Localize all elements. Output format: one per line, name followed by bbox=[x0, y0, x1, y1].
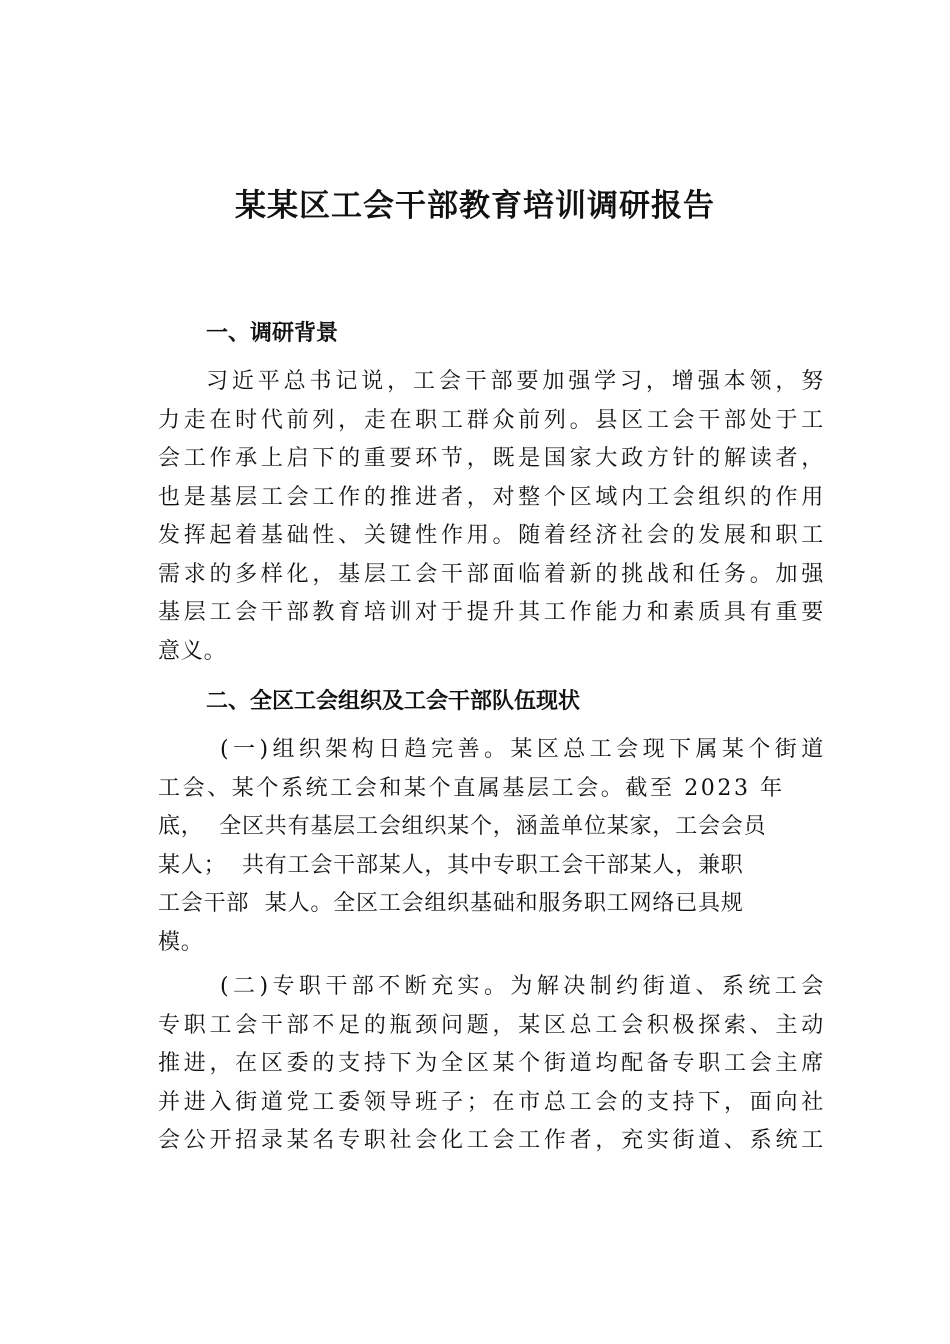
organization-structure-paragraph bbox=[158, 731, 824, 962]
paragraph-line: 习近平总书记说，工会干部要加强学习，增强本领，努 bbox=[206, 369, 824, 394]
paragraph-line: (一)组织架构日趋完善。某区总工会现下属某个街道 bbox=[220, 737, 824, 762]
paragraph-line: 模。 bbox=[158, 929, 204, 955]
document-title: 某某区工会干部教育培训调研报告 bbox=[235, 188, 715, 224]
paragraph-line: 底， 全区共有基层工会组织某个，涵盖单位某家，工会会员 bbox=[158, 814, 767, 839]
paragraph-line: 专职工会干部不足的瓶颈问题，某区总工会积极探索、主动 bbox=[158, 1012, 824, 1038]
paragraph-line: 发挥起着基础性、关键性作用。随着经济社会的发展和职工 bbox=[158, 523, 824, 548]
section-heading-background: 一、调研背景 bbox=[206, 321, 339, 346]
section-background-paragraph bbox=[158, 363, 824, 671]
paragraph-line: 推进，在区委的支持下为全区某个街道均配备专职工会主席 bbox=[158, 1051, 824, 1076]
paragraph-line: 会公开招录某名专职社会化工会工作者，充实街道、系统工 bbox=[158, 1128, 824, 1153]
paragraph-line: 也是基层工会工作的推进者，对整个区域内工会组织的作用 bbox=[158, 484, 824, 510]
fulltime-staff-paragraph bbox=[158, 968, 824, 1161]
paragraph-line: 基层工会干部教育培训对于提升其工作能力和素质具有重要 bbox=[158, 600, 824, 625]
paragraph-line: 需求的多样化，基层工会干部面临着新的挑战和任务。加强 bbox=[158, 561, 824, 587]
paragraph-line: 工会干部 某人。全区工会组织基础和服务职工网络已具规 bbox=[158, 891, 744, 916]
paragraph-line: 某人； 共有工会干部某人，其中专职工会干部某人，兼职 bbox=[158, 852, 744, 878]
paragraph-line: (二)专职干部不断充实。为解决制约街道、系统工会 bbox=[220, 974, 824, 999]
paragraph-line: 会工作承上启下的重要环节，既是国家大政方针的解读者， bbox=[158, 446, 824, 471]
paragraph-line: 力走在时代前列，走在职工群众前列。县区工会干部处于工 bbox=[158, 407, 824, 433]
paragraph-line: 并进入街道党工委领导班子；在市总工会的支持下，面向社 bbox=[158, 1089, 824, 1115]
paragraph-line: 工会、某个系统工会和某个直属基层工会。截至 2023 年 bbox=[158, 775, 785, 801]
section-heading-status: 二、全区工会组织及工会干部队伍现状 bbox=[206, 689, 581, 714]
paragraph-line: 意义。 bbox=[158, 638, 227, 664]
